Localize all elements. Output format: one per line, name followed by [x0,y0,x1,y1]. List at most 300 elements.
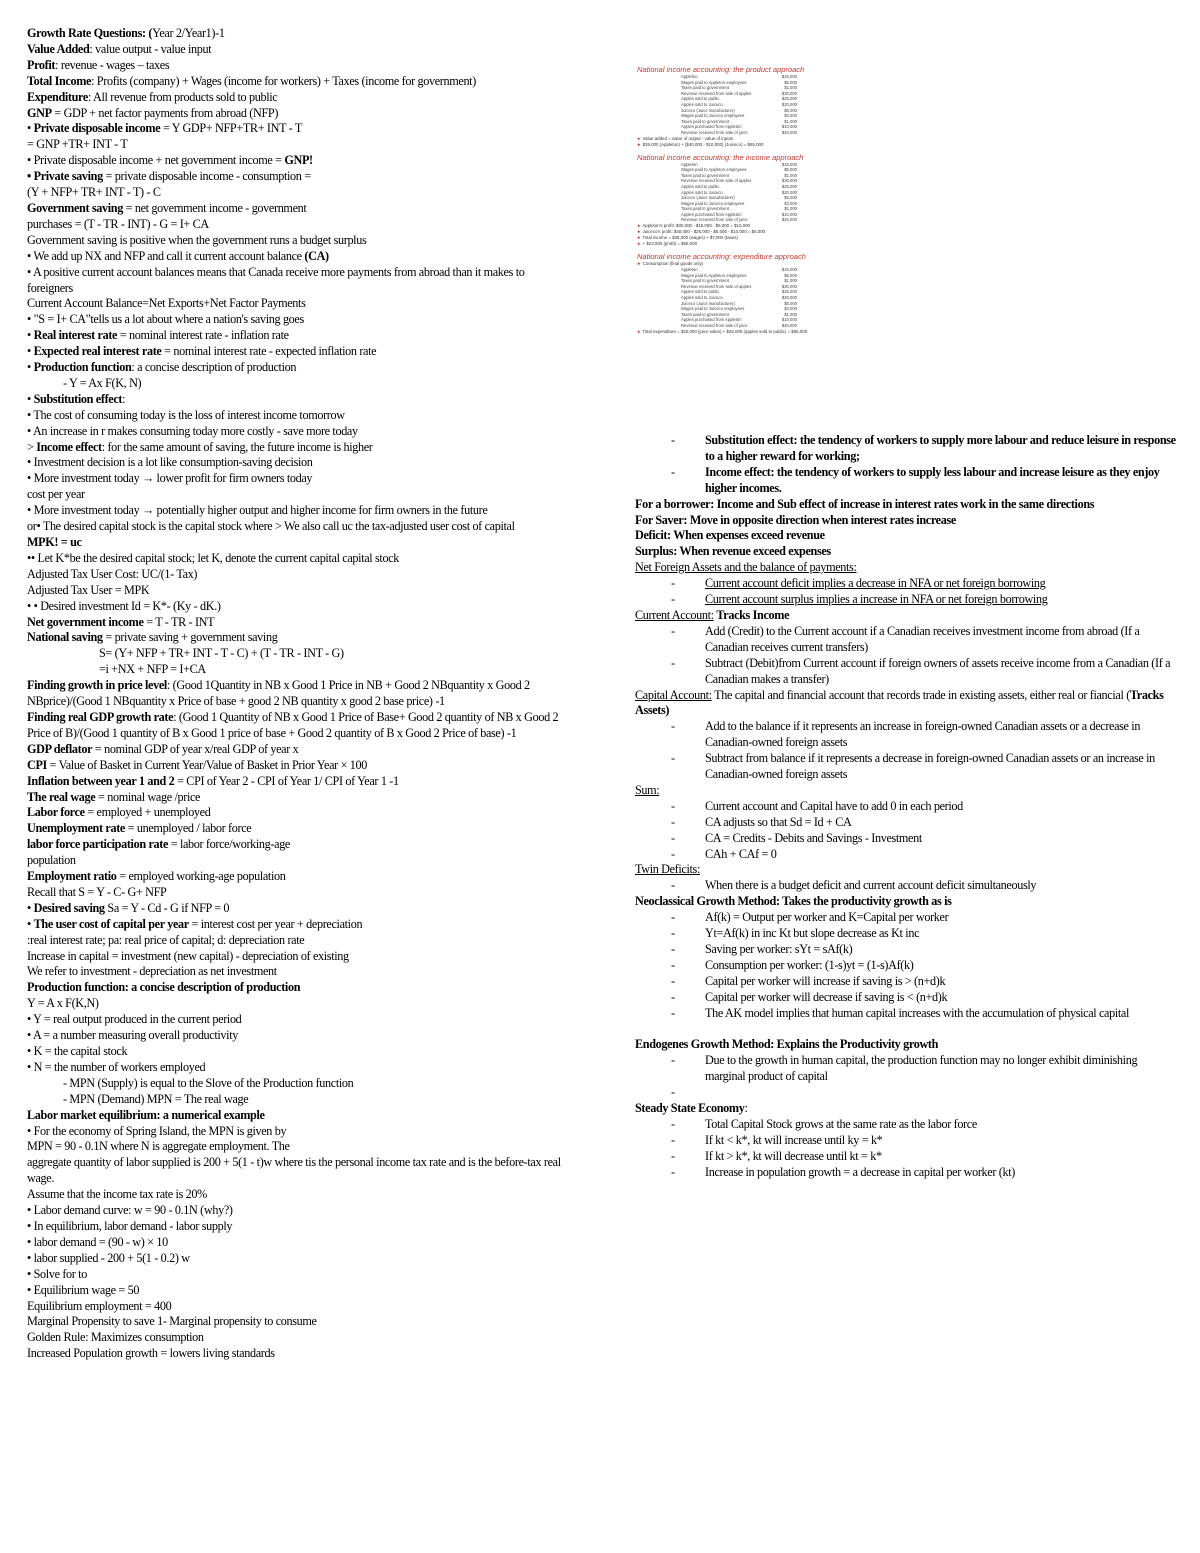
dash-item-text: Capital per worker will decrease if saving is < (n+d)k [705,989,948,1004]
bold-term: Total Income [27,73,92,88]
text-span: Assume that the income tax rate is 20% [27,1187,207,1202]
dash-item-text: Add (Credit) to the Current account if a Canadian receives investment income from abroad (If a Canadian receives current transfers) [705,623,1140,654]
text-span: Y = A x F(K,N) [27,996,99,1011]
text-span: • Labor demand curve: w = 90 - 0.1N (why?) [27,1203,233,1218]
bold-term: GNP! [284,153,313,168]
text-line [27,121,567,137]
slide-row-value: $20,000 [781,295,797,301]
text-line [27,1092,567,1108]
text-span: (Y + NFP+ TR+ INT - T) - C [27,185,161,200]
text-span: purchases = (T - TR - INT) - G = I+ CA [27,216,209,231]
underlined-heading: Twin Deficits: [635,862,700,877]
dash-marker: - [671,846,675,861]
arrow-icon: ► [637,241,643,247]
bold-term: Expenditure [27,89,88,104]
text-span: = CPI of Year 2 - CPI of Year 1/ CPI of Year 1 -1 [174,773,399,788]
slide-row-value: $3,000 [784,306,797,312]
bold-term: Profit [27,57,56,72]
dash-list-item [635,751,1180,783]
text-line [635,513,1180,529]
text-line [27,153,567,169]
text-line [27,567,567,583]
text-line [635,1037,1180,1053]
text-span: Year 2/Year1)-1 [152,26,225,40]
bold-term: Steady State Economy [635,1101,745,1116]
slide-block [637,252,837,335]
dash-list-item [635,1053,1180,1085]
text-line [27,1044,567,1060]
bold-term: Net government income [27,614,144,629]
text-span: = labor force/working-age [168,837,290,852]
slide-row-value: $25,000 [781,289,797,295]
text-span: • In equilibrium, labor demand - labor supply [27,1218,233,1233]
dash-marker: - [671,1005,675,1020]
text-line [635,1101,1180,1117]
text-line [27,455,567,471]
arrow-icon: ► [637,223,643,229]
slide-row-label: Juiceco (Juice manufacturer) [681,195,735,201]
bold-term: Expected real interest rate [33,344,162,359]
slide-row-label: Wages paid to Juiceco employees [681,113,745,119]
slide-row-value: $1,000 [784,172,797,178]
slide-row-value: $40,000 [781,129,797,135]
text-line [27,106,567,122]
text-line [27,137,567,153]
text-line [27,1346,567,1362]
text-span: = employed working-age population [116,869,286,884]
bold-term: Production function [33,360,132,375]
dash-item-text: Income effect: the tendency of workers to supply less labour and increase leisure as they enjoy higher incomes. [705,464,1160,495]
slide-row-label: Apples sold to public [681,289,720,295]
text-line [27,901,567,917]
slide-block [637,153,837,248]
dash-list-item [635,958,1180,974]
text-span: or• The desired capital stock is the capital stock where > We also call uc the tax-adjusted user cost of capital [27,519,515,534]
text-line [27,201,567,217]
dash-item-text: Total Capital Stock grows at the same rate as the labor force [705,1116,977,1131]
bold-term: GDP deflator [27,741,93,756]
bold-term: labor force participation rate [27,837,169,852]
slide-row-value: $15,000 [781,161,797,167]
text-span: •• Let K*be the desired capital stock; let K, denote the current capital capital stock [27,550,400,565]
slide-row-value: $1,000 [784,311,797,317]
dash-marker: - [671,464,675,479]
text-span: - MPN (Supply) is equal to the Slove of the Production function [63,1075,354,1090]
slide-row-label: Wages paid to Appleton employees [681,167,747,173]
dash-marker: - [671,942,675,956]
text-line [27,1299,567,1315]
text-line [27,535,567,551]
text-span: :real interest rate; pa: real price of capital; d: depreciation rate [27,932,305,947]
bold-term: GNP [27,105,52,120]
slide-row-label: Revenue received from sale of apples [681,90,752,96]
slide-row-value: $25,000 [781,96,797,102]
text-line [27,662,567,678]
text-span: Adjusted Tax User Cost: UC/(1- Tax) [27,566,198,581]
slide-row-label: Taxes paid to government [681,278,729,284]
text-line [27,376,567,392]
dash-list-item [635,974,1180,990]
left-column [27,26,567,1362]
text-line [27,1330,567,1346]
text-line [27,74,567,90]
text-line [27,1203,567,1219]
dash-marker: - [671,1132,675,1147]
slide-row-label: Taxes paid to government [681,311,729,317]
text-span: • A = a number measuring overall productivity [27,1028,238,1043]
slide-bullet [637,329,837,335]
dash-list-item [635,624,1180,656]
text-line [27,853,567,869]
text-line [27,551,567,567]
text-line [27,885,567,901]
text-line [27,328,567,344]
text-span: Adjusted Tax User = MPK [27,582,150,597]
text-span: : value output - value input [89,41,212,56]
dash-list-item [635,799,1180,815]
slide-row-value: $1,000 [784,118,797,124]
text-span: • We add up NX and NFP and call it current account balance [27,248,305,263]
bold-term: Desired saving [33,900,105,915]
text-span: The capital and financial account that records trade in existing assets, either real or fiancial ( [711,687,1130,702]
slide-bullet-text: Value added = value of output - value of inputs [642,135,733,141]
text-line [27,805,567,821]
text-span: Sa = Y - Cd - G if NFP = 0 [104,900,230,915]
slide-row-label: Juiceco (Juice manufacturer) [681,107,735,113]
dash-marker: - [671,989,675,1004]
slide-row-label: Juiceco (Juice manufacturer) [681,300,735,306]
text-line [27,169,567,185]
slide-bullet-text: $35,000 (Appleton) + ($40,000 - $10,000) (Juiceco) = $65,000 [642,141,764,147]
text-line [27,869,567,885]
text-span: = T - TR - INT [143,614,215,629]
slide-row-label: Taxes paid to government [681,85,729,91]
bold-term: Value Added [27,41,90,56]
text-line [635,528,1180,544]
text-span: cost per year [27,487,85,502]
slide-row-value: $3,000 [784,200,797,206]
text-line [27,1012,567,1028]
slide-row-label: Apples sold to Juiceco [681,101,723,107]
text-span: • The cost of consuming today is the loss of interest income tomorrow [27,407,345,422]
text-span: - Y = Ax F(K, N) [63,375,142,390]
slide-bullet-text: Juiceco's profit: $40,000 - $25,000 - $5,000 - $10,000 = $5,000 [642,229,766,235]
bold-term: Labor market equilibrium: a numerical example [27,1107,265,1122]
text-span: - MPN (Demand) MPN = The real wage [63,1091,249,1106]
text-line [27,1028,567,1044]
dash-list-item [635,433,1180,465]
dash-marker: - [671,623,675,638]
slide-row-label: Apples sold to Juiceco [681,189,723,195]
bold-term: Unemployment rate [27,821,125,836]
text-line [27,392,567,408]
text-span: • [27,916,34,931]
slide-row-label: Taxes paid to government [681,172,729,178]
bold-term: Real interest rate [33,328,118,343]
text-line [27,185,567,201]
dash-item-text: Subtract from balance if it represents a decrease in foreign-owned Canadian assets or an increase in Canadian-owned foreign assets [705,751,1155,782]
bold-term: For a borrower: Income and Sub effect of increase in interest rates work in the same directions [635,496,1095,511]
slide-row-label: Taxes paid to government [681,118,729,124]
slide-row-value: $20,000 [781,189,797,195]
text-span: : for the same amount of saving, the future income is higher [101,439,373,454]
text-line [635,862,1180,878]
slide-row-value: $40,000 [781,217,797,223]
text-line [27,1314,567,1330]
bold-term: Tracks Assets) [635,687,1164,718]
text-line [27,742,567,758]
slide-title: National income accounting: the product approach [637,65,805,74]
dash-marker: - [671,576,675,591]
slide-row-value: $10,000 [781,211,797,217]
text-line [635,560,1180,576]
text-span: • N = the number of workers employed [27,1059,206,1074]
arrow-icon: ► [637,235,643,241]
slide-bullet-text: + $23,000 (profit) = $65,000 [642,241,698,247]
text-span: : All revenue from products sold to public [87,89,278,104]
slide-row-label: Wages paid to Appleton employees [681,272,747,278]
text-line [27,424,567,440]
text-span: = Value of Basket in Current Year/Value of Basket in Prior Year × 100 [46,757,368,772]
dash-marker: - [671,751,675,766]
slide-row-label: Wages paid to Juiceco employees [681,306,745,312]
dash-item-text: Add to the balance if it represents an increase in foreign-owned Canadian assets or a decrease in Canadian-owned foreign assets [705,719,1141,750]
text-line [27,58,567,74]
text-line [27,217,567,233]
text-span: • Y = real output produced in the current period [27,1012,242,1027]
text-line [27,1076,567,1092]
slide-row-label: Wages paid to Appleton employees [681,79,747,85]
text-span: : revenue - wages – taxes [55,57,170,72]
slide-row-value: $5,000 [784,167,797,173]
bold-term: Employment ratio [27,869,117,884]
slide-row-label: Revenue received from sale of apples [681,178,752,184]
dash-marker: - [671,957,675,972]
text-line [635,688,1180,720]
arrow-icon: ► [637,328,643,334]
dash-list-item [635,1149,1180,1165]
bold-term: Labor force [27,805,85,820]
dash-list-item [635,719,1180,751]
dash-item-text: If kt > k*, kt will decrease until kt = k* [705,1148,882,1163]
text-span: S= (Y+ NFP + TR+ INT - T - C) + (T - TR - INT - G) [99,646,344,661]
text-line [27,1187,567,1203]
embedded-slides-image [637,62,837,432]
text-span: • K = the capital stock [27,1044,128,1058]
text-line [27,980,567,996]
dash-marker: - [671,910,675,925]
text-span: • More investment today → potentially higher output and higher income for firm owners in the future [27,503,488,518]
text-line [27,615,567,631]
text-span: = nominal wage /price [95,789,201,804]
dash-marker: - [671,830,675,845]
underlined-heading: Capital Account: [635,687,712,702]
dash-item-text: Af(k) = Output per worker and K=Capital per worker [705,910,949,925]
text-span: Current Account Balance=Net Exports+Net Factor Payments [27,296,306,311]
dash-item-text: Current account and Capital have to add 0 in each period [705,798,963,813]
dash-item-text: CA = Credits - Debits and Savings - Investment [705,830,922,845]
text-line [635,544,1180,560]
text-span: • [27,900,34,915]
dash-list-item [635,656,1180,688]
slide-bullet-text: Appleton's profit: $30,000 - $15,000 - $5,000 = $10,000 [642,223,750,229]
dash-marker: - [671,814,675,829]
text-line [27,964,567,980]
slide-row-value: $25,000 [781,183,797,189]
text-line [27,630,567,646]
text-span: Government saving is positive when the government runs a budget surplus [27,232,367,247]
slide-row-label: Apples purchased from Appleton [681,211,742,217]
text-line [27,710,567,742]
slide-bullet-text: Total income = $35,000 (wages) + $7,000 (taxes) [642,235,738,241]
slide-row-value: $5,000 [784,300,797,306]
text-span: Increased Population growth = lowers living standards [27,1346,275,1361]
text-span: • More investment today → lower profit for firm owners today [27,471,313,486]
text-line [27,774,567,790]
dash-marker: - [671,973,675,988]
dash-marker: - [671,926,675,941]
text-line [635,783,1180,799]
slide-row-value: $15,000 [781,74,797,79]
dash-list-item [635,910,1180,926]
bold-term: Surplus: When revenue exceed expenses [635,544,831,559]
text-line [27,599,567,615]
underlined-heading: Net Foreign Assets and the balance of payments: [635,560,857,575]
text-span: : Profits (company) + Wages (income for workers) + Taxes (income for government) [91,73,476,88]
dash-item-text: Capital per worker will increase if saving is > (n+d)k [705,973,946,988]
slide-row-value: $10,000 [781,124,797,130]
dash-marker: - [671,1116,675,1131]
text-span: Marginal Propensity to save 1- Marginal propensity to consume [27,1314,317,1329]
dash-item-text: Current account deficit implies a decrease in NFA or net foreign borrowing [705,576,1046,591]
dash-list-item [635,831,1180,847]
text-line [27,790,567,806]
right-column [635,433,1180,1181]
text-span: population [27,853,76,868]
text-line [27,837,567,853]
text-line [27,1124,567,1140]
dash-list-item [635,878,1180,894]
text-line [27,296,567,312]
slide-row-label: Revenue received from sale of juice [681,129,748,135]
bold-term: For Saver: Move in opposite direction when interest rates increase [635,512,956,527]
slide-bullet-text: Consumption (final goods only) [642,261,704,267]
slide-row-label: Applefoo [681,74,698,79]
text-line [27,758,567,774]
slide-row-label: Apples purchased from Appleton [681,317,742,323]
slide-row-value: $15,000 [781,267,797,273]
dash-item-text: Current account surplus implies a increase in NFA or net foreign borrowing [705,592,1048,607]
slide-row-value: $5,000 [784,195,797,201]
text-line [27,312,567,328]
text-line [27,1283,567,1299]
dash-item-text: CA adjusts so that Sd = Id + CA [705,814,852,829]
text-span: • [27,344,34,359]
bold-term: National saving [27,630,103,645]
text-span: = private disposable income - consumption = [102,169,311,184]
bold-term: Tracks Income [716,607,790,622]
slide-row-label: Taxes paid to government [681,206,729,212]
text-span: : [122,391,126,406]
underlined-heading: Sum: [635,782,660,797]
slide-row-value: $1,000 [784,206,797,212]
slide-row-value: $1,000 [784,278,797,284]
dash-list-item [635,592,1180,608]
text-line [27,583,567,599]
dash-marker: - [671,1164,675,1179]
bold-term: Production function: a concise description of production [27,980,301,995]
text-span: • Private disposable income + net government income = [27,153,285,168]
text-span: • [27,121,34,136]
text-span: = nominal interest rate - expected inflation rate [161,344,377,359]
text-line [27,1155,567,1187]
text-line [27,519,567,535]
text-span: • [27,328,34,343]
dash-marker: - [671,798,675,813]
dash-item-text: Due to the growth in human capital, the production function may no longer exhibit diminishing marginal product of capital [705,1053,1138,1084]
slide-title: National income accounting: the income approach [637,152,804,162]
text-span: Recall that S = Y - C- G+ NFP [27,884,167,899]
text-line [27,360,567,376]
bold-term: CPI [27,757,47,772]
slide-block [637,65,837,148]
text-span: = Y GDP+ NFP+TR+ INT - T [160,121,302,136]
text-span: • A positive current account balances means that Canada receive more payments from abroad than it makes to foreigners [27,264,525,295]
dash-list-item [635,815,1180,831]
text-span: : (Good 1 Quantity of NB x Good 1 Price of Base+ Good 2 quantity of NB x Good 2 Price of B)/(Good 1 quantity of B x Good 1 price of base + Good 2 quantity of B x Good 2 Price of base) -1 [27,709,559,740]
dash-marker: - [671,655,675,670]
text-line [27,1267,567,1283]
slide-row-value: $30,000 [781,90,797,96]
dash-item-text: Subtract (Debit)from Current account if foreign owners of assets receive income from a Canadian (If a Canadian makes a transfer) [705,655,1171,686]
slide-row-label: Apples purchased from Appleton [681,124,742,130]
dash-list-item [635,1085,1180,1101]
text-line [27,996,567,1012]
text-line [27,917,567,933]
text-span: • • Desired investment Id = K*- (Ky - dK.) [27,598,221,613]
slide-row-value: $5,000 [784,79,797,85]
text-line [27,265,567,297]
bold-term: Substitution effect [33,391,123,406]
text-span: = employed + unemployed [84,805,211,820]
text-span: > [27,439,37,454]
slide-row-value: $5,000 [784,107,797,113]
underlined-heading: Current Account: [635,607,714,622]
text-span: • Equilibrium wage = 50 [27,1282,140,1297]
text-span: • [27,360,34,375]
text-line [27,1108,567,1124]
dash-marker: - [671,1085,675,1100]
dash-marker: - [671,433,675,447]
slide-row-label: Appleton [681,161,698,167]
text-span: = nominal interest rate - inflation rate [117,328,289,343]
text-span: : a concise description of production [131,360,297,375]
text-line [27,646,567,662]
bold-term: The user cost of capital per year [33,916,189,931]
text-span: • Solve for to [27,1266,87,1281]
slide-row-value: $30,000 [781,178,797,184]
bold-term: Private disposable income [33,121,161,136]
dash-list-item [635,847,1180,863]
slide-row-value: $1,000 [784,85,797,91]
text-line [27,344,567,360]
arrow-icon: ► [637,141,643,147]
text-line [27,503,567,519]
dash-marker: - [671,1053,675,1068]
bold-term: Inflation between year 1 and 2 [27,773,175,788]
text-span: = net government income - government [122,200,307,215]
dash-item-text: The AK model implies that human capital increases with the accumulation of physical capital [705,1005,1130,1020]
